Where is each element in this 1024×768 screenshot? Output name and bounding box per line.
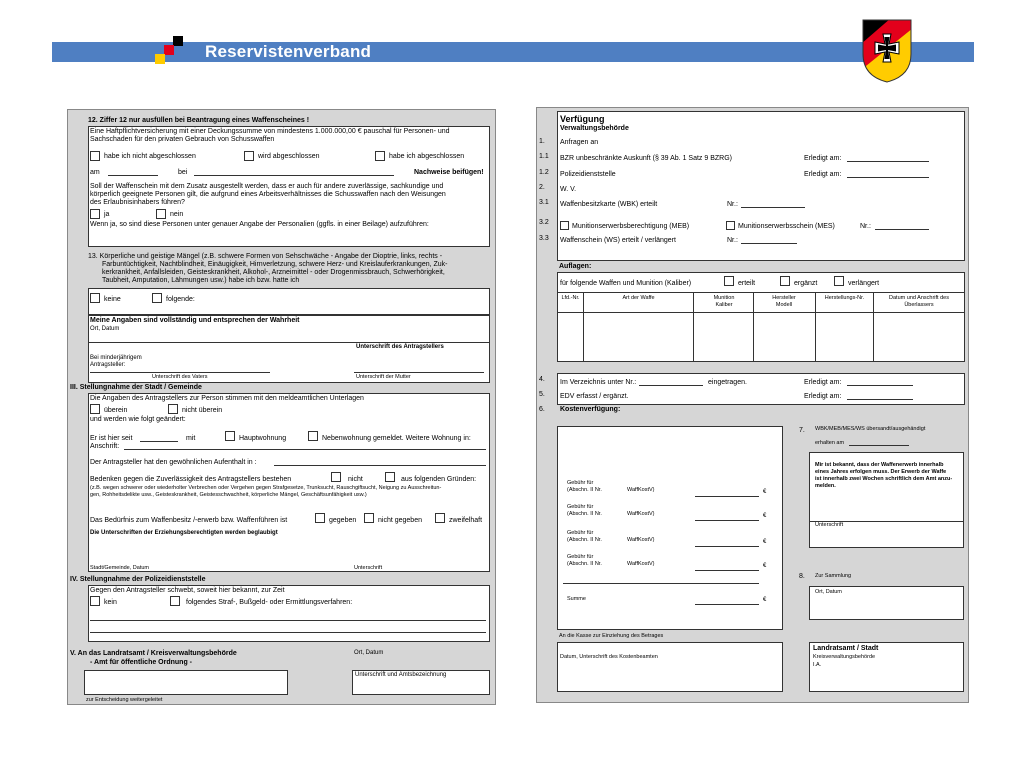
table-col-sep bbox=[753, 292, 754, 362]
euro-4: € bbox=[763, 563, 767, 569]
label-folgendes-verfahren: folgendes Straf-, Bußgeld- oder Ermittlungsverfahren: bbox=[186, 599, 353, 606]
item-num-2: 2. bbox=[539, 184, 545, 191]
header-banner bbox=[52, 42, 974, 62]
label-sig-father: Unterschrift des Vaters bbox=[152, 374, 208, 380]
fee-label-1b: (Abschn. II Nr. bbox=[567, 487, 602, 493]
field-hier-seit[interactable] bbox=[140, 441, 178, 442]
field-insurance-company[interactable] bbox=[194, 175, 394, 176]
application-form-page bbox=[67, 109, 496, 705]
checkbox-kein-verfahren[interactable] bbox=[90, 596, 100, 606]
section-5-subtitle: - Amt für öffentliche Ordnung - bbox=[90, 659, 193, 666]
label-ja: ja bbox=[104, 211, 110, 218]
table-col-sep bbox=[693, 292, 694, 362]
field-nr-ws[interactable] bbox=[741, 243, 797, 244]
field-verfahren-1[interactable] bbox=[90, 620, 486, 621]
label-nr-ws: Nr.: bbox=[727, 237, 738, 244]
fee-label-3b: (Abschn. II Nr. bbox=[567, 537, 602, 543]
label-sig-mother: Unterschrift der Mutter bbox=[356, 374, 411, 380]
label-beglaubigt: Die Unterschriften der Erziehungsberechtigten werden beglaubigt bbox=[90, 530, 278, 536]
section-13-line-1: 13. Körperliche und geistige Mängel (z.B. schwere Formen von Sehschwäche - Angabe der Dioptrie, links, rechts - bbox=[88, 253, 443, 260]
field-verfahren-2[interactable] bbox=[90, 632, 486, 633]
section-12-title: 12. Ziffer 12 nur ausfüllen bei Beantragung eines Waffenscheines ! bbox=[88, 117, 310, 124]
section-4-title: IV. Stellungnahme der Polizeidienststelle bbox=[70, 576, 206, 583]
checkbox-ueberein[interactable] bbox=[90, 404, 100, 414]
label-anschrift: Anschrift: bbox=[90, 443, 120, 450]
label-mit: mit bbox=[186, 435, 196, 442]
order-subtitle: Verwaltungsbehörde bbox=[560, 125, 629, 132]
defects-box bbox=[88, 288, 490, 315]
label-ack-unterschrift: Unterschrift bbox=[815, 522, 844, 528]
label-eingetragen: eingetragen. bbox=[708, 379, 747, 386]
checkbox-nicht-ueberein[interactable] bbox=[168, 404, 178, 414]
question-line-1: Soll der Waffenschein mit dem Zusatz ausgestellt werden, dass er auch für andere zuverlässige, sachkundige und bbox=[90, 183, 444, 190]
fee-label-4a: Gebühr für bbox=[567, 554, 594, 560]
label-sammlung: Zur Sammlung bbox=[815, 573, 852, 579]
label-stadt-datum: Stadt/Gemeinde, Datum bbox=[90, 565, 150, 571]
checkbox-ergaenzt[interactable] bbox=[780, 276, 790, 286]
field-sig-father[interactable] bbox=[90, 372, 270, 373]
table-header-lfd: Lfd.-Nr. bbox=[561, 295, 580, 301]
euro-summe: € bbox=[763, 597, 767, 603]
checkbox-ja[interactable] bbox=[90, 209, 100, 219]
fee-label-4b: (Abschn. II Nr. bbox=[567, 561, 602, 567]
field-nr-wbk[interactable] bbox=[741, 207, 805, 208]
label-nr-wbk: Nr.: bbox=[727, 201, 738, 208]
minor-label-1: Bei minderjährigem bbox=[90, 355, 142, 361]
table-header-herstellungsnr: Herstellungs-Nr. bbox=[824, 295, 865, 301]
label-erledigt-2: Erledigt am: bbox=[804, 171, 842, 178]
item-wv: W. V. bbox=[560, 186, 577, 193]
proof-note: Nachweise beifügen! bbox=[414, 169, 484, 176]
s3-registry-text: Die Angaben des Antragstellers zur Person stimmen mit den meldeamtlichen Unterlagen bbox=[90, 395, 364, 402]
label-sig-applicant: Unterschrift des Antragstellers bbox=[356, 344, 444, 350]
label-erledigt-1: Erledigt am: bbox=[804, 155, 842, 162]
table-col-sep bbox=[815, 292, 816, 362]
euro-3: € bbox=[763, 539, 767, 545]
auflagen-title: Auflagen: bbox=[559, 263, 592, 270]
label-bei: bei bbox=[178, 169, 188, 176]
label-kosten-sig: Datum, Unterschrift des Kostenbeamten bbox=[560, 654, 658, 660]
item-num-3-3: 3.3 bbox=[539, 235, 549, 242]
label-gegeben: gegeben bbox=[329, 517, 357, 524]
label-summe: Summe bbox=[567, 596, 586, 602]
label-gruende: aus folgenden Gründen: bbox=[401, 476, 477, 483]
section-13-line-3: kerkrankheit, Anfallsleiden, Geisteskrankheit, Alkohol-, Arzneimittel - oder Drogenmissbrauch, Schwerhörigkeit, bbox=[102, 269, 445, 276]
checkbox-mes[interactable] bbox=[726, 221, 735, 230]
label-folgende: folgende: bbox=[166, 296, 195, 303]
field-fee-3[interactable] bbox=[695, 546, 759, 547]
notice-line-3: ist innerhalb zwei Wochen schriftlich dem Amt anzu- bbox=[815, 476, 953, 482]
label-nein: nein bbox=[170, 211, 184, 218]
label-erteilt: erteilt bbox=[738, 280, 756, 287]
euro-2: € bbox=[763, 513, 767, 519]
item-wbk: Waffenbesitzkarte (WBK) erteilt bbox=[560, 201, 658, 208]
label-kreisverwaltung: Kreisverwaltungsbehörde bbox=[813, 654, 876, 660]
label-verlaengert: verlängert bbox=[848, 280, 880, 287]
label-nicht-gegeben: nicht gegeben bbox=[378, 517, 422, 524]
fee-box bbox=[557, 426, 783, 630]
minor-label-2: Antragsteller: bbox=[90, 362, 126, 368]
label-kasse: An die Kasse zur Einziehung des Betrages bbox=[559, 633, 664, 639]
label-mes: Munitionserwerbsschein (MES) bbox=[738, 223, 835, 230]
table-header-art: Art der Waffe bbox=[622, 295, 655, 301]
item-num-8: 8. bbox=[799, 573, 805, 580]
field-nr-mes[interactable] bbox=[875, 229, 929, 230]
question-line-2: körperlich geeignete Personen gilt, die aufgrund eines Arbeitsverhältnisses die Schusswaffen nach den Weisungen bbox=[90, 191, 446, 198]
label-will-insure: wird abgeschlossen bbox=[258, 153, 320, 160]
item-num-3-1: 3.1 bbox=[539, 199, 549, 206]
table-col-sep bbox=[583, 292, 584, 362]
checkbox-keine[interactable] bbox=[90, 293, 100, 303]
field-aufenthalt[interactable] bbox=[274, 465, 486, 466]
persons-note: Wenn ja, so sind diese Personen unter genauer Angabe der Personalien (ggfls. in einer Beilage) aufzuführen: bbox=[90, 221, 429, 228]
authority-address-box[interactable] bbox=[84, 670, 288, 695]
kosten-title: Kostenverfügung: bbox=[560, 406, 621, 413]
checkbox-not-insured[interactable] bbox=[90, 151, 100, 161]
notice-line-1: Mir ist bekannt, dass der Waffenerwerb innerhalb bbox=[815, 462, 944, 468]
iron-cross-shield-icon bbox=[861, 18, 913, 84]
label-hauptwohnung: Hauptwohnung bbox=[239, 435, 287, 442]
checkbox-will-insure[interactable] bbox=[244, 151, 254, 161]
table-header-ueberlasser: Datum und Anschrift des Überlassers bbox=[889, 295, 949, 308]
field-erledigt-2[interactable] bbox=[847, 177, 929, 178]
checkbox-erteilt[interactable] bbox=[724, 276, 734, 286]
insurance-text-2: Sachschaden für den privaten Gebrauch von Schusswaffen bbox=[90, 136, 275, 143]
item-num-1: 1. bbox=[539, 138, 545, 145]
gruende-detail-1: (z.B. wegen schwerer oder wiederholter Verbrechen oder Vergehen gegen Strafgesetze, Trunksucht, Rauschgiftsucht, Neigung zu Ausschreitun- bbox=[90, 485, 442, 491]
checkbox-nein[interactable] bbox=[156, 209, 166, 219]
label-ia: I.A. bbox=[813, 662, 822, 668]
table-header-rule bbox=[557, 312, 965, 313]
label-zweifelhaft: zweifelhaft bbox=[449, 517, 483, 524]
item-num-1-2: 1.2 bbox=[539, 169, 549, 176]
field-erledigt-1[interactable] bbox=[847, 161, 929, 162]
label-beduerfnis: Das Bedürfnis zum Waffenbesitz /-erwerb bzw. Waffenführen ist bbox=[90, 517, 288, 524]
item-num-7: 7. bbox=[799, 427, 805, 434]
notice-line-2: eines Jahres erfolgen muss. Der Erwerb der Waffe bbox=[815, 469, 947, 475]
fee-label-1c: WaffKostV) bbox=[627, 487, 655, 493]
sum-rule bbox=[563, 583, 759, 584]
fee-label-3c: WaffKostV) bbox=[627, 537, 655, 543]
item-num-5: 5. bbox=[539, 391, 545, 398]
checkbox-zweifelhaft[interactable] bbox=[435, 513, 445, 523]
field-sig-mother[interactable] bbox=[354, 372, 484, 373]
label-meb: Munitionserwerbsberechtigung (MEB) bbox=[572, 223, 690, 230]
table-header-munition: Munition Kaliber bbox=[713, 295, 735, 308]
label-weitergeleitet: zur Entscheidung weitergeleitet bbox=[86, 697, 163, 703]
table-top-rule bbox=[557, 292, 965, 293]
label-ort-datum: Ort, Datum bbox=[90, 326, 120, 332]
cost-officer-box[interactable] bbox=[557, 642, 783, 692]
auflagen-text: für folgende Waffen und Munition (Kaliber) bbox=[560, 280, 692, 287]
order-title: Verfügung bbox=[560, 114, 605, 124]
fee-label-2b: (Abschn. II Nr. bbox=[567, 511, 602, 517]
checkbox-insured[interactable] bbox=[375, 151, 385, 161]
checkbox-nicht-gegeben[interactable] bbox=[364, 513, 374, 523]
label-r-ort-datum: Ort, Datum bbox=[815, 589, 842, 595]
section-5-title: V. An das Landratsamt / Kreisverwaltungsbehörde bbox=[70, 650, 237, 657]
label-s3-unterschrift: Unterschrift bbox=[354, 565, 383, 571]
item-polizei: Polizeidienststelle bbox=[560, 171, 616, 178]
question-line-3: des Erlaubnisinhabers führen? bbox=[90, 199, 185, 206]
banner-title: Reservistenverband bbox=[205, 42, 372, 61]
checkbox-meb[interactable] bbox=[560, 221, 569, 230]
field-fee-4[interactable] bbox=[695, 570, 759, 571]
label-kein-verfahren: kein bbox=[104, 599, 117, 606]
label-geaendert: und werden wie folgt geändert: bbox=[90, 416, 186, 423]
checkbox-hauptwohnung[interactable] bbox=[225, 431, 235, 441]
checkbox-nebenwohnung[interactable] bbox=[308, 431, 318, 441]
notice-line-4: melden. bbox=[815, 483, 836, 489]
label-nr-mes: Nr.: bbox=[860, 223, 871, 230]
checkbox-verlaengert[interactable] bbox=[834, 276, 844, 286]
section-13-line-2: Farbuntüchtigkeit, Nachtblindheit, Einäugigkeit, Hirnverletzung, schwere Herz- und Kreislauferkrankungen, Zuk- bbox=[102, 261, 448, 268]
fee-label-1a: Gebühr für bbox=[567, 480, 594, 486]
label-aufenthalt: Der Antragsteller hat den gewöhnlichen Aufenthalt in : bbox=[90, 459, 257, 466]
item-ws: Waffenschein (WS) erteilt / verlängert bbox=[560, 237, 676, 244]
gruende-detail-2: gen, Rohheitsdelikte usw., Geisteskrankheit, Geistesschwachheit, körperliche Mängel, Geschäftsunfähigkeit usw.) bbox=[90, 492, 367, 498]
label-erledigt-4: Erledigt am: bbox=[804, 379, 842, 386]
section-3-title: III. Stellungnahme der Stadt / Gemeinde bbox=[70, 384, 202, 391]
item-num-1-1: 1.1 bbox=[539, 153, 549, 160]
euro-1: € bbox=[763, 489, 767, 495]
fee-label-2a: Gebühr für bbox=[567, 504, 594, 510]
label-landrat: Landratsamt / Stadt bbox=[813, 645, 879, 652]
label-edv: EDV erfasst / ergänzt. bbox=[560, 393, 629, 400]
checkbox-gegeben[interactable] bbox=[315, 513, 325, 523]
table-header-hersteller: Hersteller Modell bbox=[772, 295, 796, 308]
label-hier-seit: Er ist hier seit bbox=[90, 435, 133, 442]
fee-label-2c: WaffKostV) bbox=[627, 511, 655, 517]
field-fee-1[interactable] bbox=[695, 496, 759, 497]
item-num-4: 4. bbox=[539, 376, 545, 383]
label-insured: habe ich abgeschlossen bbox=[389, 153, 465, 160]
field-verzeichnis-nr[interactable] bbox=[639, 385, 703, 386]
fee-label-3a: Gebühr für bbox=[567, 530, 594, 536]
label-bedenken: Bedenken gegen die Zuverlässigkeit des Antragstellers bestehen bbox=[90, 476, 292, 483]
label-verzeichnis: Im Verzeichnis unter Nr.: bbox=[560, 379, 637, 386]
section-13-line-4: Taubheit, Amputation, Lähmungen usw.) habe ich bzw. hatte ich bbox=[102, 277, 300, 284]
item-num-6: 6. bbox=[539, 406, 545, 413]
checkbox-folgendes-verfahren[interactable] bbox=[170, 596, 180, 606]
label-nicht-ueberein: nicht überein bbox=[182, 407, 223, 414]
label-nebenwohnung: Nebenwohnung gemeldet. Weitere Wohnung in: bbox=[322, 435, 471, 442]
divider bbox=[88, 342, 490, 343]
label-ergaenzt: ergänzt bbox=[794, 280, 818, 287]
truth-statement: Meine Angaben sind vollständig und entsprechen der Wahrheit bbox=[90, 317, 300, 324]
label-uebersandt: WBK/MEB/MES/WS übersandt/ausgehändigt bbox=[815, 426, 926, 432]
field-anschrift[interactable] bbox=[124, 449, 486, 450]
checkbox-folgende[interactable] bbox=[152, 293, 162, 303]
field-erledigt-4[interactable] bbox=[847, 385, 913, 386]
label-erhalten: erhalten am bbox=[815, 440, 845, 446]
field-summe[interactable] bbox=[695, 604, 759, 605]
fee-label-4c: WaffKostV) bbox=[627, 561, 655, 567]
label-s5-sig: Unterschrift und Amtsbezeichnung bbox=[355, 672, 447, 678]
field-erledigt-5[interactable] bbox=[847, 399, 913, 400]
label-am: am bbox=[90, 169, 100, 176]
label-not-insured: habe ich nicht abgeschlossen bbox=[104, 153, 196, 160]
item-num-3-2: 3.2 bbox=[539, 219, 549, 226]
label-s5-ort: Ort, Datum bbox=[354, 650, 384, 656]
field-fee-2[interactable] bbox=[695, 520, 759, 521]
field-erhalten-am[interactable] bbox=[849, 445, 909, 446]
checkbox-gruende[interactable] bbox=[385, 472, 395, 482]
insurance-text-1: Eine Haftpflichtversicherung mit einer Deckungssumme von mindestens 1.000.000,00 € pauschal für Personen- und bbox=[90, 128, 450, 135]
field-insurance-date[interactable] bbox=[108, 175, 158, 176]
label-keine: keine bbox=[104, 296, 121, 303]
item-anfragen: Anfragen an bbox=[560, 139, 599, 146]
label-erledigt-5: Erledigt am: bbox=[804, 393, 842, 400]
s4-text: Gegen den Antragsteller schwebt, soweit hier bekannt, zur Zeit bbox=[90, 587, 285, 594]
label-ueberein: überein bbox=[104, 407, 128, 414]
label-bedenken-nicht: nicht bbox=[348, 476, 363, 483]
administrative-order-page bbox=[536, 107, 969, 703]
checkbox-bedenken-nicht[interactable] bbox=[331, 472, 341, 482]
item-bzr: BZR unbeschränkte Auskunft (§ 39 Ab. 1 Satz 9 BZRG) bbox=[560, 155, 732, 162]
